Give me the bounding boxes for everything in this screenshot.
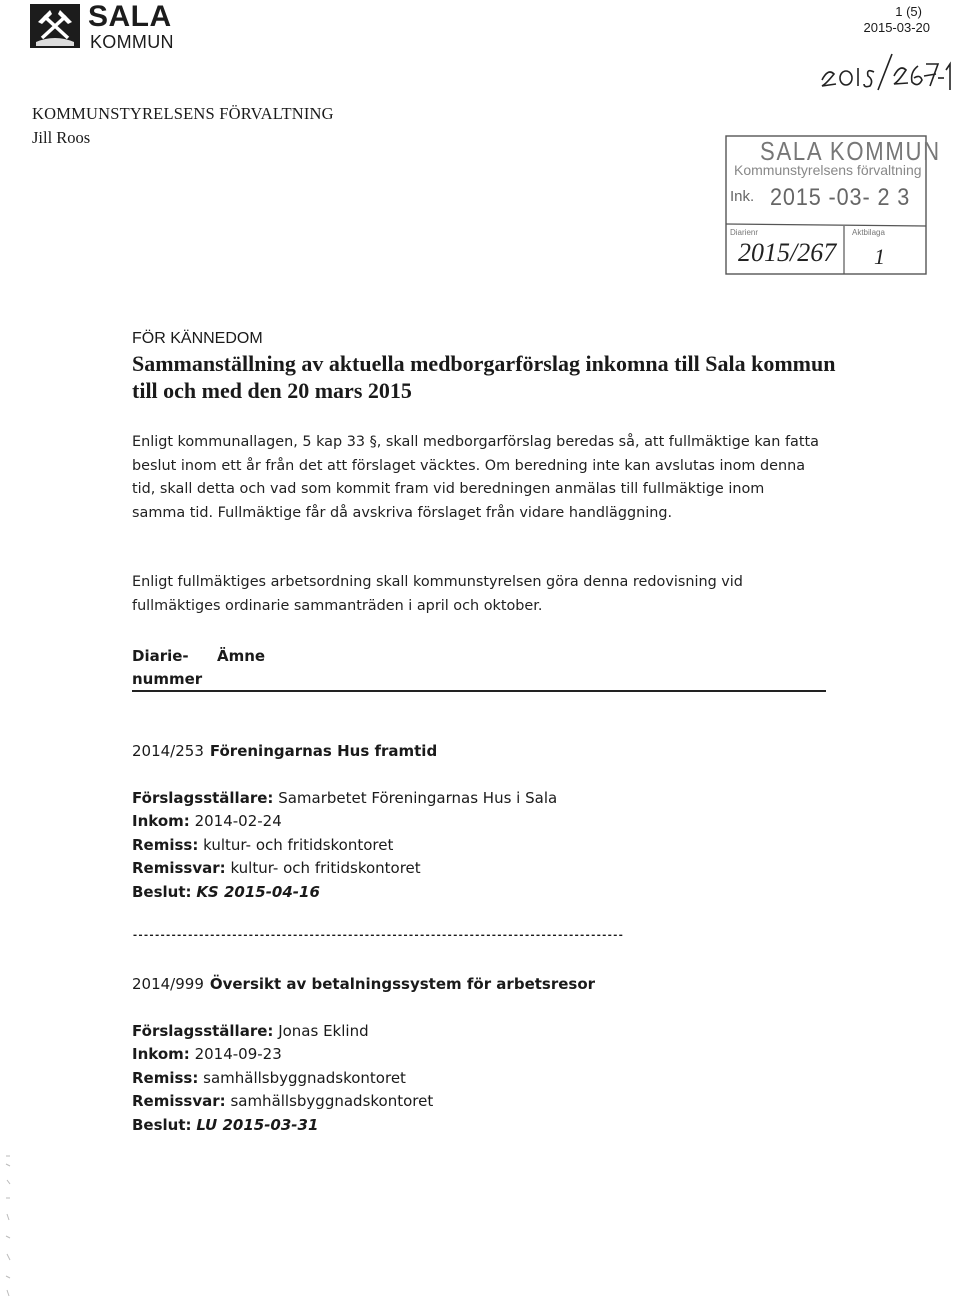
stamp-unit: Kommunstyrelsens förvaltning [734,162,922,178]
page-number: 1 (5) [895,4,922,19]
stamp-diarienr-label: Diarienr [730,228,759,237]
stamp-aktbilaga-label: Aktbilaga [852,228,885,237]
stamp-org: SALA KOMMUN [760,136,941,166]
item-separator: ----------------------------------------------------------------------------------------- [132,930,624,941]
document-date: 2015-03-20 [863,20,930,35]
stamp-inc-label: Ink. [730,188,755,205]
stamp-diarienr: 2015/267 [738,238,837,267]
author-name: Jill Roos [32,128,91,147]
sala-logo-icon [30,4,80,48]
body-paragraph-1: Enligt kommunallagen, 5 kap 33 §, skall medborgarförslag beredas så, att fullmäktige kan fatta beslut inom ett år från det att förslaget väcktes. Om beredning inte kan avslutas inom denna tid, skall detta och vad som kommit fram vid beredningen anmälas till fullmäktige inom samma tid. Fullmäktige får då avskriva förslaget från vidare handläggning. [132,434,819,521]
list-item-details: Förslagsställare: Jonas Eklind Inkom: 2014-09-23 Remiss: samhällsbyggnadskontoret Remissvar: samhällsbyggnadskontoret Beslut: LU 2015-03-31 [132,1022,434,1134]
item-proposer: Jonas Eklind [278,1022,369,1040]
scan-margin-marks [2,1150,14,1300]
item-received: 2014-02-24 [194,812,282,831]
department-name: KOMMUNSTYRELSENS FÖRVALTNING [32,104,334,123]
column-header-diarienummer: Diarie- nummer [132,647,203,688]
logo-subtitle: KOMMUN [90,32,174,52]
list-item-header [132,742,437,760]
list-item-header [132,975,595,993]
notice-label: FÖR KÄNNEDOM [132,330,263,347]
item-remiss: kultur- och fritidskontoret [203,835,394,854]
body-paragraph-2: Enligt fullmäktiges arbetsordning skall kommunstyrelsen göra denna redovisning vid fullmäktiges ordinarie sammanträden i april och oktober. [132,574,743,614]
item-decision: KS 2015-04-16 [196,882,320,901]
item-number: 2014/253 [132,742,204,760]
document-title: Sammanställning av aktuella medborgarförslag inkomna till Sala kommun till och med den 20 mars 2015 [132,351,836,403]
item-received: 2014-09-23 [194,1045,282,1064]
stamp-inc-date: 2015 -03- 2 3 [770,184,911,211]
header-divider [132,690,826,692]
item-remiss: samhällsbyggnadskontoret [203,1068,406,1087]
logo-wordmark: SALA [88,0,172,33]
item-subject: Föreningarnas Hus framtid [209,742,438,760]
item-remissvar: kultur- och fritidskontoret [230,859,421,878]
handwritten-reference [818,50,954,98]
item-proposer: Samarbetet Föreningarnas Hus i Sala [278,789,558,807]
item-subject: Översikt av betalningssystem för arbetsresor [209,975,596,993]
stamp-aktbilaga: 1 [874,244,885,269]
item-remissvar: samhällsbyggnadskontoret [230,1092,434,1111]
item-number: 2014/999 [132,975,204,993]
received-stamp [724,134,941,278]
list-item-details: Förslagsställare: Samarbetet Föreningarnas Hus i Sala Inkom: 2014-02-24 Remiss: kultur- och fritidskontoret Remissvar: kultur- och fritidskontoret Beslut: KS 2015-04-16 [132,789,558,901]
item-decision: LU 2015-03-31 [196,1115,319,1134]
column-header-amne: Ämne [217,647,266,665]
